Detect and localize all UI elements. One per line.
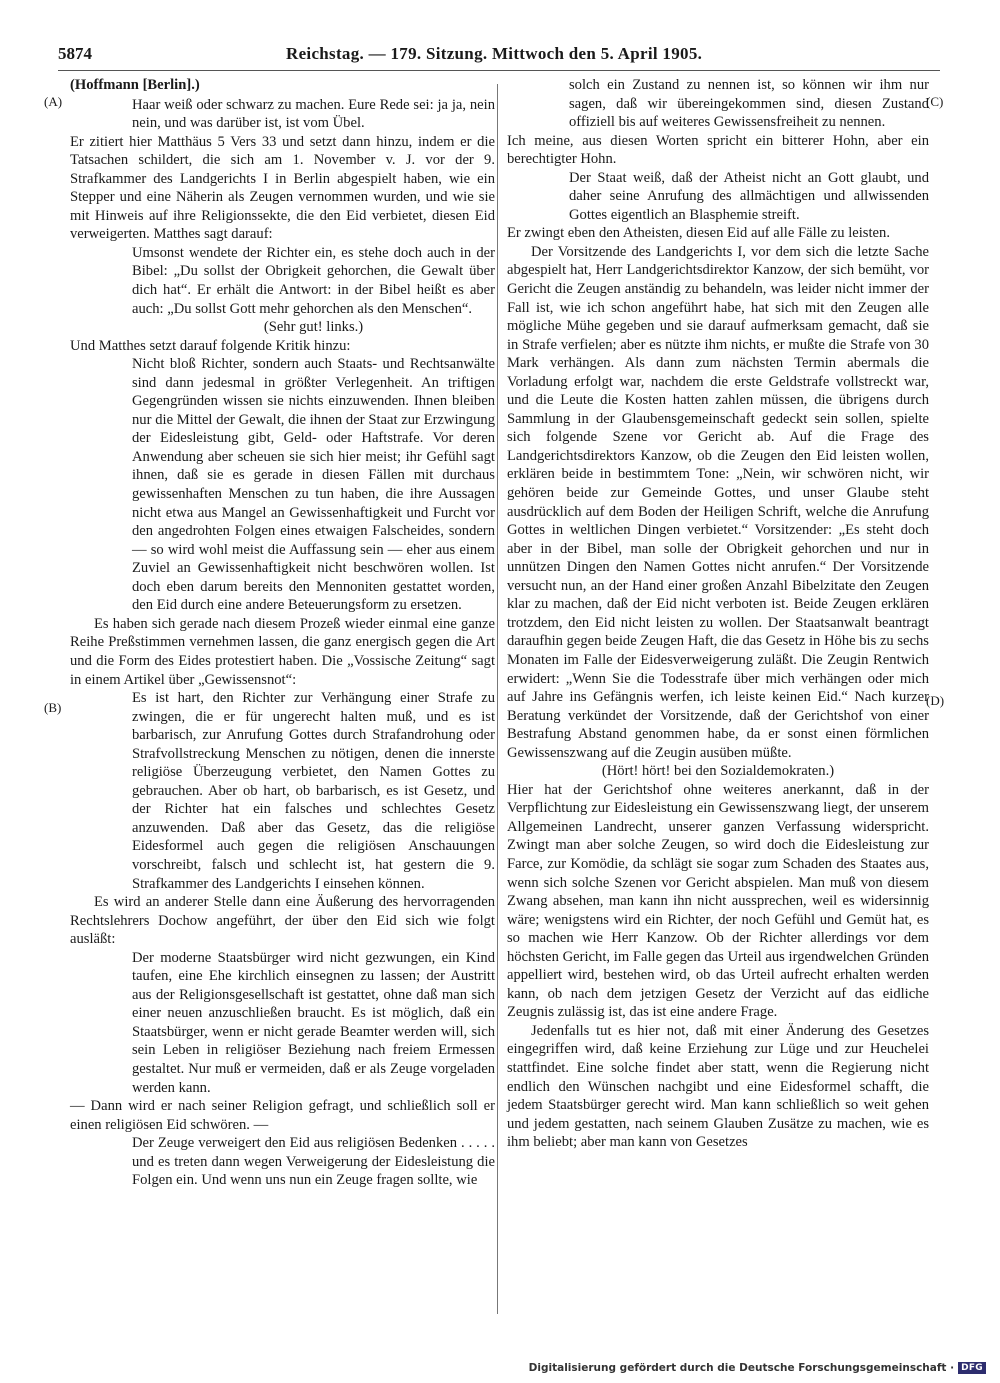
quote-text: Der Zeuge verweigert den Eid aus religiösen Bedenken . . . . . und es treten dann wegen Verweigerung der Eidesleistung die Folgen ein. Und wenn uns nun ein Zeuge fragen sollte, wie <box>132 1135 495 1189</box>
margin-marker-b: (B) <box>44 700 62 715</box>
speaker-name: (Hoffmann [Berlin].) <box>70 77 200 93</box>
quote-block <box>569 169 929 225</box>
paragraph: Der Vorsitzende des Landgerichts I, vor dem sich die letzte Sache abgespielt hat, Herr Landgerichtsdirektor Kanzow, der sich bemüht, vor Gericht die Zeugen anständig zu behandeln, was leider nicht immer der Fall ist, wie ich schon angeführt habe, hat sich mit den Zeugen alle mögliche Mühe gegeben und sie darauf aufmerksam gemacht, daß sie in Strafe verfielen; aber es nützte ihm nichts, er mußte die Strafe von 30 Mark verhängen. Als dann zum nächsten Termin abermals die Vorladung erfolgt war, nachdem die erste Geldstrafe vollstreckt war, und die Leute die Kosten hatten zahlen müssen, die übrigens durch Sammlung in der Glaubensgemeinschaft gedeckt sein sollen, spielte sich folgende Szene vor Gericht ab. Auf die Frage des Landgerichtsdirektors Kanzow, ob die Zeugen den Eid leisten wollen, erklären beide in bestimmtem Tone: „Nein, wir schwören nicht, wir gehören beide zur Gemeinde Gottes, und unser Glaube steht ausdrücklich auf dem Boden der Heiligen Schrift, welche die Anrufung Gottes in weltlichen Dingen verbietet.“ Vorsitzender: „Es steht doch aber in der Bibel, man solle der Obrigkeit gehorchen und nur in unnützen Dingen den Namen Gottes nicht anrufen.“ Der Vorsitzende versucht nun, an der Hand einer großen Anzahl Bibelzitate den Zeugen klar zu machen, daß der Eid nicht verboten ist. Beide Zeugen erklären trotzdem, den Eid nicht leisten zu wollen. Der Staatsanwalt beantragt daraufhin gegen beide Zeugen Haft, die das Gesetz in Höhe bis zu sechs Monaten im Falle der Eidesverweigerung zuläßt. Die Zeugin Rentwich erwidert: „Wenn Sie die Todesstrafe über mich verhängen oder mich auf Jahre ins Gefängnis werfen, ich leiste keinen Eid.“ Nach kurzer Beratung verkündet der Vorsitzende, daß der Gerichtshof von einer Bestrafung Abstand genommen habe, da er sonst einen förmlichen Gewissenszwang auf die Zeugin ausüben müßte. <box>507 243 929 761</box>
paragraph: Es wird an anderer Stelle dann eine Äußerung des hervorragenden Rechtslehrers Dochow angeführt, der über den Eid sich wie folgt ausläßt: <box>70 894 495 948</box>
quote-text: Umsonst wendete der Richter ein, es stehe doch auch in der Bibel: „Du sollst der Obrigkeit gehorchen, die Gewalt über dich hat“. Er erhält die Antwort: in der Bibel heißt es aber auch: „Du sollst Gott mehr gehorchen als den Menschen“. <box>132 244 495 317</box>
quote-text: Der Staat weiß, daß der Atheist nicht an Gott glaubt, und daher seine Anrufung des allmächtigen und allwissenden Gottes eigentlich an Blasphemie streift. <box>569 169 929 223</box>
paragraph: Er zwingt eben den Atheisten, diesen Eid auf alle Fälle zu leisten. <box>507 225 890 242</box>
paragraph: Er zitiert hier Matthäus 5 Vers 33 und setzt dann hinzu, indem er die Tatsachen schildert, die sich am 1. November v. J. vor der 9. Strafkammer des Landgerichts I in Berlin abgespielt haben, wie ein Stepper und eine Näherin als Zeugen vernommen wurden, und wie sie mit Hinweis auf ihre Religionssekte, die den Eid verbietet, diesen Eid verweigerten. Matthes sagt darauf: <box>70 133 495 243</box>
page-header <box>58 44 938 70</box>
quote-block <box>132 1134 495 1190</box>
interjection: (Sehr gut! links.) <box>263 319 364 336</box>
quote-text: Nicht bloß Richter, sondern auch Staats- und Rechtsanwälte sind dann jedesmal in größter Verlegenheit. An triftigen Gegengründen wissen sie nichts einzuwenden. Ihnen bleiben nur die Mittel der Gewalt, die ihnen der Staat zur Erzwingung der Eidesleistung gibt, Geld- oder Haftstrafe. Vor deren Anwendung aber scheuen sie sich hier meist; ihr Gefühl sagt ihnen, daß sie es gerade in diesen Fällen mit durchaus gewissenhaften Menschen zu tun haben, die ihre Aussagen nicht etwa aus Mangel an Gewissenhaftigkeit und Furcht vor den angedrohten Folgen eines etwaigen Falscheides, sondern — so wird wohl meist die Auffassung sein — eher aus einem Zuviel an Gewissenhaftigkeit nicht beschwören wollen. Ist doch eben darum bereits den Mennoniten gestattet worden, den Eid durch eine andere Beteuerungsform zu ersetzen. <box>132 356 495 614</box>
margin-marker-a: (A) <box>44 94 63 109</box>
interjection: (Hört! hört! bei den Sozialdemokraten.) <box>601 763 835 780</box>
dfg-logo-icon: DFG <box>958 1362 986 1374</box>
paragraph: Jedenfalls tut es hier not, daß mit einer Änderung des Gesetzes eingegriffen wird, daß keine Erziehung zur Lüge und zur Heuchelei stattfindet. Eine solche findet aber statt, wenn die Regierung nicht endlich den Wünschen nachgibt und eine Eidesformel schafft, die jedem Staatsbürger gerecht wird. Man kann schließlich so weit gehen und jedem gestatten, nach seinem Glauben Zusätze zu machen, wie es ihm beliebt; aber man kann von Gesetzes <box>507 1022 929 1151</box>
margin-marker-c: (C) <box>926 94 944 109</box>
quote-text: Der moderne Staatsbürger wird nicht gezwungen, ein Kind taufen, eine Ehe kirchlich einsegnen zu lassen; der Austritt aus der Religionsgesellschaft ist gestattet, ohne daß man sich einer neuen anzuschließen braucht. Es ist möglich, daß ein Staatsbürger, wenn er nicht gerade Beamter werden will, sich sein Leben in religiöser Beziehung nach freiem Ermessen gestaltet. Nur muß er vermeiden, daß er als Zeuge vorgeladen werden kann. <box>132 949 495 1096</box>
paragraph: — Dann wird er nach seiner Religion gefragt, und schließlich soll er einen religiösen Eid schwören. — <box>70 1098 495 1133</box>
footer-credit <box>529 1360 986 1376</box>
paragraph: Ich meine, aus diesen Worten spricht ein bitterer Hohn, aber ein berechtigter Hohn. <box>507 132 929 168</box>
quote-text: Haar weiß oder schwarz zu machen. Eure Rede sei: ja ja, nein nein, und was darüber ist, ist vom Übel. <box>132 96 495 132</box>
quote-block <box>132 689 495 893</box>
paragraph: Es haben sich gerade nach diesem Prozeß wieder einmal eine ganze Reihe Preßstimmen vernehmen lassen, die ganz energisch gegen die Art und die Form des Eides protestiert haben. Die „Vossische Zeitung“ sagt in einem Artikel über „Gewissensnot“: <box>70 615 495 688</box>
quote-text: Es ist hart, den Richter zur Verhängung einer Strafe zu zwingen, die er für ungerecht halten muß, und es ist barbarisch, zur Anrufung Gottes durch Strafandrohung oder Strafvollstreckung Menschen zu nötigen, denen die innerste religiöse Überzeugung verbietet, den Namen Gottes zu gebrauchen. Aber ob hart, ob barbarisch, es ist Gesetz, und der Richter hat ein falsches und schlechtes Gesetz anzuwenden. Daß aber das Gesetz, das die religiöse Eidesformel auch gegen die religiösen Anschauungen vorschreibt, falsch und schlecht ist, hat gestern die 9. Strafkammer des Landgerichts I einsehen können. <box>132 690 495 892</box>
quote-block <box>569 76 929 132</box>
margin-marker-d: (D) <box>926 693 945 708</box>
paragraph: Und Matthes setzt darauf folgende Kritik hinzu: <box>70 337 351 354</box>
running-title: Reichstag. — 179. Sitzung. Mittwoch den 5. April 1905. <box>286 44 703 63</box>
quote-block <box>132 244 495 337</box>
quote-block <box>132 949 495 1097</box>
left-column <box>70 76 495 1190</box>
header-rule <box>58 70 940 71</box>
quote-text: solch ein Zustand zu nennen ist, so können wir ihm nur sagen, daß wir übereingekommen sind, diesen Zustand offiziell bis auf weiteres Gewissensfreiheit zu nennen. <box>569 77 929 131</box>
footer-text: Digitalisierung gefördert durch die Deutsche Forschungsgemeinschaft · <box>528 1362 955 1374</box>
paragraph: Hier hat der Gerichtshof ohne weiteres anerkannt, daß in der Verpflichtung zur Eidesleistung ein Gewissenszwang liegt, der unserem Allgemeinen Landrecht, unserer ganzen Verfassung widerspricht. Zwingt man aber solche Zeugen, so wird doch die Eidesleistung zur Farce, zur Komödie, da schlägt sie sogar zum Schaden des Staates aus, wenn sich solche Szenen vor Gericht abspielen. Man muß von diesem Zwang absehen, man kann ihn nicht aussprechen, weil es widersinnig wäre; wenigstens wird ein Richter, der noch Gefühl und Gemüt hat, es so machen wie Herr Kanzow. Ob der Richter allerdings vor dem höchsten Gericht, im Falle gegen das Urteil aus irgendwelchen Gründen appelliert wird, bestehen wird, ob das Urteil aufrecht erhalten werden kann, ob nach dem jetzigen Gesetz der Verzicht auf das eidliche Zeugnis zulässig ist, das ist eine andere Frage. <box>507 781 929 1021</box>
right-column <box>507 76 929 1152</box>
page-number: 5874 <box>58 44 92 63</box>
column-divider <box>497 84 498 1314</box>
quote-block <box>132 96 495 133</box>
quote-block <box>132 355 495 615</box>
